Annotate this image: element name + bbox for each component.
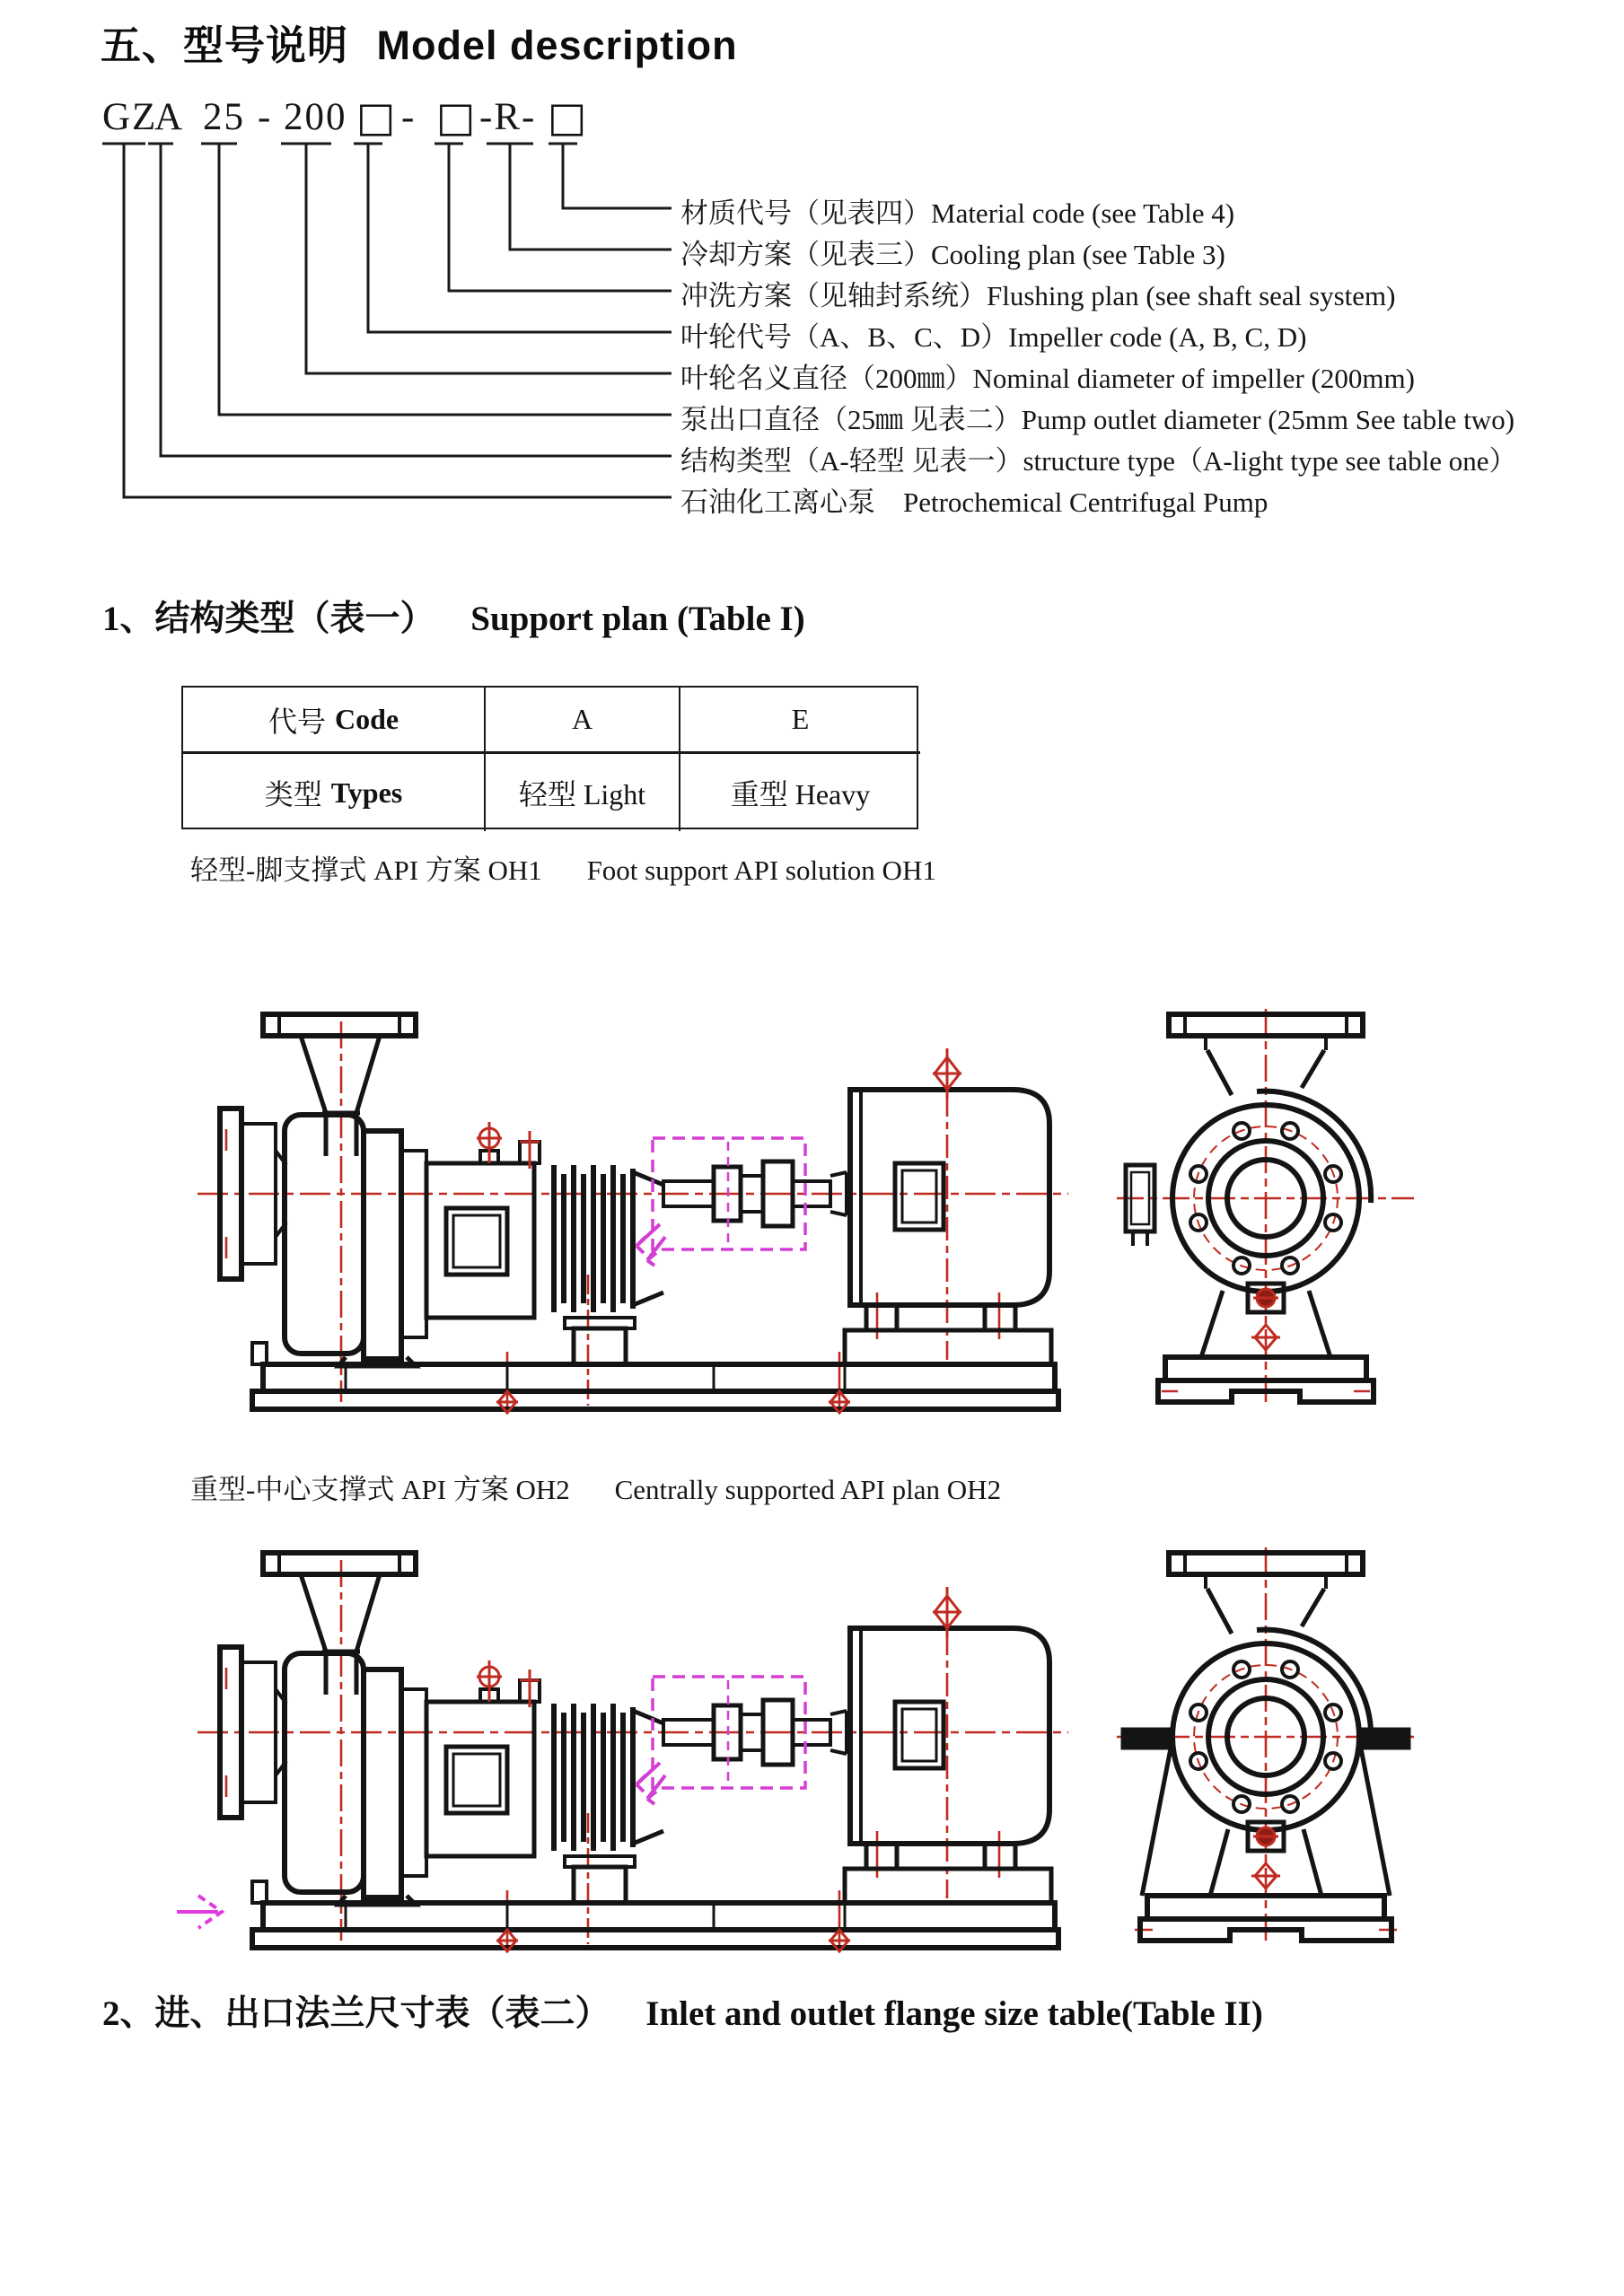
pump-front-view-oh2 <box>1117 1547 1414 1946</box>
table-cell-types-en: Types <box>330 776 403 809</box>
table-cell-types-header <box>183 754 486 831</box>
caption-oh2-zh: 重型-中心支撑式 API 方案 OH2 <box>190 1474 570 1505</box>
model-code-part-gz: GZ <box>102 96 158 138</box>
model-code-part-200: 200 <box>284 96 347 138</box>
model-code-box-flush: □ <box>436 92 476 141</box>
code-desc-outlet-diameter: 泵出口直径（25㎜ 见表二）Pump outlet diameter (25mm See table two) <box>680 404 1515 435</box>
table-cell-code-en: Code <box>334 703 399 735</box>
section2-heading <box>102 1985 1263 2036</box>
model-code-part-r: -R- <box>479 96 537 138</box>
pump-drawing-oh1 <box>175 992 1414 1441</box>
page-title-zh: 五、型号说明 <box>101 22 349 68</box>
model-code-dash-1: - <box>258 96 273 138</box>
model-code-box-material: □ <box>548 92 587 141</box>
model-code-leader-lines <box>0 133 700 519</box>
table-cell-code-e: E <box>680 688 920 754</box>
model-code-dash-2: - <box>401 96 417 138</box>
table-cell-code-a: A <box>486 688 680 754</box>
pump-front-view-oh1 <box>1117 1009 1414 1407</box>
support-plan-table <box>181 686 918 829</box>
caption-oh2 <box>190 1467 1001 1507</box>
section1-heading <box>102 591 805 641</box>
model-code-part-a: A <box>154 96 185 138</box>
code-desc-pump-name: 石油化工离心泵 Petrochemical Centrifugal Pump <box>680 486 1268 518</box>
pump-drawing-oh2 <box>175 1537 1414 1976</box>
table-cell-heavy: 重型 Heavy <box>730 778 871 811</box>
table-cell-code-header <box>183 688 486 754</box>
caption-oh2-en: Centrally supported API plan OH2 <box>614 1474 1002 1505</box>
caption-oh1-zh: 轻型-脚支撑式 API 方案 OH1 <box>190 854 542 886</box>
section1-heading-zh: 1、结构类型（表一） <box>102 600 435 638</box>
pump-side-view-oh1 <box>198 1014 1068 1413</box>
code-desc-cooling: 冷却方案（见表三）Cooling plan (see Table 3) <box>680 239 1225 270</box>
table-cell-light: 轻型 Light <box>486 754 680 831</box>
model-code-box-impeller: □ <box>356 92 396 141</box>
code-desc-structure-type: 结构类型（A-轻型 见表一）structure type（A-light type see table one） <box>680 445 1517 477</box>
table-cell-code-zh: 代号 <box>268 705 326 738</box>
code-desc-impeller-diameter: 叶轮名义直径（200㎜）Nominal diameter of impeller (200mm) <box>680 363 1415 394</box>
flow-direction-arrow-icon <box>177 1896 222 1928</box>
section1-heading-en: Support plan (Table I) <box>470 600 805 638</box>
code-desc-impeller-code: 叶轮代号（A、B、C、D）Impeller code (A, B, C, D) <box>680 321 1307 353</box>
caption-oh1-en: Foot support API solution OH1 <box>586 854 936 886</box>
pump-side-view-oh2 <box>198 1553 1068 1951</box>
page-title-en: Model description <box>376 22 738 68</box>
model-code-part-25: 25 <box>203 96 245 138</box>
section2-heading-en: Inlet and outlet flange size table(Table II) <box>645 1994 1263 2033</box>
caption-oh1 <box>190 847 936 888</box>
section2-heading-zh: 2、进、出口法兰尺寸表（表二） <box>102 1994 610 2033</box>
page-title <box>101 13 738 71</box>
code-desc-flushing: 冲洗方案（见轴封系统）Flushing plan (see shaft seal system) <box>680 280 1396 311</box>
table-cell-types-zh: 类型 <box>264 778 322 811</box>
code-desc-material: 材质代号（见表四）Material code (see Table 4) <box>680 197 1235 229</box>
